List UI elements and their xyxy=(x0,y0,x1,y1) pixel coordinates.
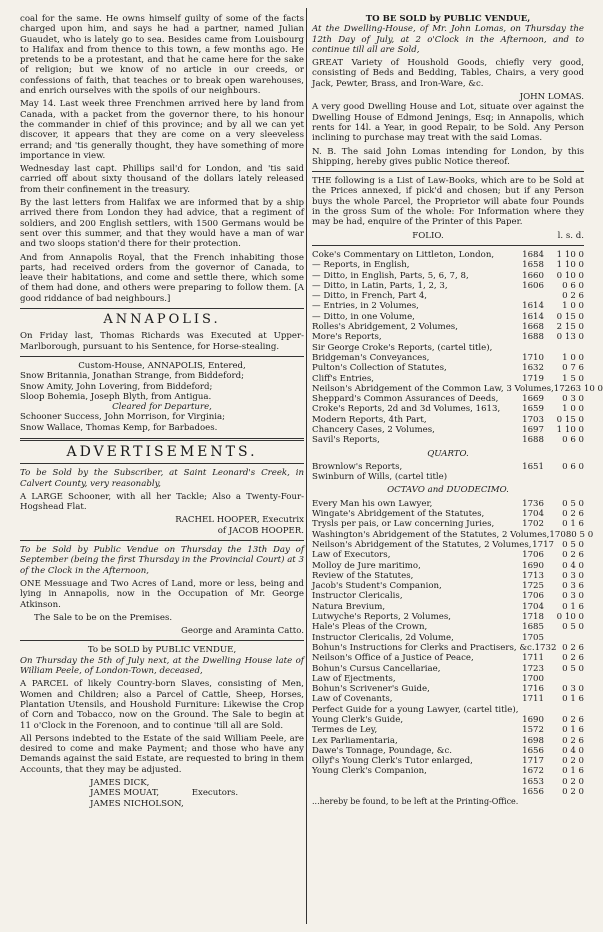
book-title: Rolles's Abridgement, 2 Volumes, xyxy=(312,322,458,333)
ad-intro: To be Sold by the Subscriber, at Saint Leonard's Creek, in Calvert County, very reasonably, xyxy=(20,468,304,489)
book-year: 1700 xyxy=(522,673,544,684)
ad-body: All Persons indebted to the Estate of the said William Peele, are desired to come and make Payment; and those who have any Demands against the said Estate, are requested to bring in them Accounts, that they may be adjusted. xyxy=(20,733,304,775)
book-row xyxy=(312,462,584,472)
executor-name: JAMES MOUAT, xyxy=(90,788,160,799)
book-title: Trysls per pais, or Law concerning Juries, xyxy=(312,519,495,530)
book-price: 2 15 0 xyxy=(556,322,584,333)
book-row xyxy=(312,332,584,342)
book-row xyxy=(312,281,584,291)
book-year: 1718 xyxy=(522,612,544,623)
book-year: 1684 xyxy=(522,249,544,260)
book-price: 1 10 0 xyxy=(556,424,584,435)
book-title: Savil's Reports, xyxy=(312,435,380,446)
book-price: 0 10 0 xyxy=(556,270,584,281)
book-year: 1656 xyxy=(522,787,544,798)
book-row xyxy=(312,612,584,622)
book-title: — Reports, in English, xyxy=(312,260,410,271)
book-year: 1572 xyxy=(522,725,544,736)
book-year: 1690 xyxy=(522,715,544,725)
book-row xyxy=(312,519,584,529)
book-row xyxy=(312,777,584,787)
divider xyxy=(20,540,304,541)
book-year: 1659 xyxy=(522,404,544,415)
news-paragraph: May 14. Last week three Frenchmen arrived here by land from Canada, with a packet from the governor there, to his honour the commander in chief of this province; and by all we can yet discover, it appears that they are come on a very sleeveless errand; and 'tis generally thought, they have something of more importance in view. xyxy=(20,99,304,161)
ad-body: A very good Dwelling House and Lot, situate over against the Dwelling House of Edmond Jenings, Esq; in Annapolis, which rents for 14l. a Year, in good Repair, to be Sold. Any Person inclining to purchase may treat with the said Lomas. xyxy=(312,102,584,144)
book-row xyxy=(312,291,584,301)
divider xyxy=(20,308,304,309)
book-price: 0 4 0 xyxy=(562,560,584,571)
ad-title: TO BE SOLD by PUBLIC VENDUE, xyxy=(365,14,531,24)
book-row xyxy=(312,766,584,776)
ad-signature: JOHN LOMAS. xyxy=(519,92,584,103)
column-divider xyxy=(306,8,307,924)
book-year: 1706 xyxy=(522,591,544,602)
book-title: Termes de Ley, xyxy=(312,725,378,736)
book-title: Law of Executors, xyxy=(312,550,391,561)
book-year: 1706 xyxy=(522,550,544,561)
book-year: 1660 xyxy=(522,270,544,281)
book-year: 1704 xyxy=(522,601,544,612)
book-title: Jacob's Student's Companion, xyxy=(312,581,442,592)
book-price: 1 0 0 xyxy=(562,352,584,363)
book-row xyxy=(312,746,584,756)
book-price: 1 10 0 xyxy=(556,249,584,260)
book-year: 1725 xyxy=(522,581,544,592)
book-row xyxy=(312,561,584,571)
news-paragraph: And from Annapolis Royal, that the French inhabiting those parts, had received orders from the governor of Canada, to leave their habitations, and come and settle there, which some of them had done, and others were preparing to follow them. [A good riddance of bad neighbours.] xyxy=(20,252,304,304)
book-price: 0 3 0 xyxy=(562,591,584,602)
book-year: 1705 xyxy=(522,632,544,643)
executors-label: Executors. xyxy=(191,788,239,799)
book-row xyxy=(312,322,584,332)
news-paragraph: Wednesday last capt. Phillips sail'd for London, and 'tis said carried off about sixty thousand of the dollars lately released from their confinement in the treasury. xyxy=(20,164,304,195)
book-price: 0 1 6 xyxy=(562,519,584,530)
cleared-item: Schooner Success, John Morrison, for Virginia; xyxy=(20,412,226,423)
book-price xyxy=(544,633,584,643)
book-row xyxy=(312,674,584,684)
book-price: 0 5 0 xyxy=(562,498,584,509)
book-year: 1711 xyxy=(522,694,544,705)
quarto-list xyxy=(312,462,584,483)
book-row xyxy=(312,694,584,704)
divider xyxy=(20,356,304,357)
news-paragraph: On Friday last, Thomas Richards was Executed at Upper-Marlborough, pursuant to his Sentence, for Horse-stealing. xyxy=(20,331,304,352)
book-year: 1651 xyxy=(522,461,544,472)
book-row xyxy=(312,312,584,322)
book-price: 0 2 6 xyxy=(562,735,584,746)
book-row xyxy=(312,363,584,373)
book-row xyxy=(312,705,584,715)
book-row xyxy=(312,301,584,311)
divider xyxy=(312,171,584,172)
book-row xyxy=(312,540,584,550)
ad-signature: George and Araminta Catto. xyxy=(181,626,304,637)
book-price: 0 2 6 xyxy=(562,642,584,653)
book-price: 0 2 6 xyxy=(562,715,584,725)
book-row xyxy=(312,394,584,404)
book-title: Modern Reports, 4th Part, xyxy=(312,414,427,425)
ad-signature: of JACOB HOOPER. xyxy=(217,525,304,536)
book-row xyxy=(312,509,584,519)
book-row xyxy=(312,633,584,643)
book-year: 1719 xyxy=(522,373,544,384)
news-paragraph: By the last letters from Halifax we are informed that by a ship arrived there from London they had advice, that a regiment of soldiers, and 200 English settlers, with 1500 Germans would be sent over this summer, and that they would have a man of war and two sloops station'd there for their protection. xyxy=(20,198,304,250)
section-label: FOLIO. xyxy=(412,230,444,241)
book-title: Law of Covenants, xyxy=(312,694,393,705)
book-price: 0 6 0 xyxy=(562,280,584,291)
ad-body: The Sale to be on the Premises. xyxy=(34,612,173,623)
book-year: 1703 xyxy=(522,414,544,425)
book-title xyxy=(312,777,514,787)
divider xyxy=(312,245,584,246)
book-year: 1688 xyxy=(522,435,544,446)
book-title: — Ditto, in one Volume, xyxy=(312,311,415,322)
book-year xyxy=(514,291,544,301)
book-title: Bohun's Cursus Cancellariae, xyxy=(312,663,441,674)
book-row xyxy=(312,499,584,509)
book-title: Molloy de Jure maritimo, xyxy=(312,560,421,571)
cleared-title: Cleared for Departure, xyxy=(112,402,212,413)
book-price: 0 2 6 xyxy=(562,550,584,561)
book-year: 1688 xyxy=(522,332,544,343)
book-price: 0 2 6 xyxy=(562,653,584,664)
book-title: Perfect Guide for a young Lawyer, (cartel title), xyxy=(312,704,519,715)
book-row xyxy=(312,643,584,653)
book-price: 1 5 0 xyxy=(562,373,584,384)
book-price: 0 6 0 xyxy=(562,435,584,446)
book-price: 0 2 0 xyxy=(562,756,584,767)
book-row xyxy=(312,550,584,560)
book-price: 0 3 0 xyxy=(562,570,584,581)
book-row xyxy=(312,736,584,746)
book-year: 1658 xyxy=(522,260,544,271)
book-year: 1697 xyxy=(522,424,544,435)
ad-title: To be SOLD by PUBLIC VENDUE, xyxy=(87,645,237,656)
book-row xyxy=(312,374,584,384)
book-price: 0 2 6 xyxy=(562,291,584,302)
book-year: 1723 xyxy=(522,663,544,674)
book-title: Hale's Pleas of the Crown, xyxy=(312,622,428,633)
book-year: 1614 xyxy=(522,301,544,312)
ad-body: A LARGE Schooner, with all her Tackle; Also a Twenty-Four-Hogshead Flat. xyxy=(20,491,304,513)
book-year: 1717 xyxy=(532,539,555,550)
book-year: 1708 xyxy=(549,529,572,540)
book-year: 1736 xyxy=(522,498,544,509)
book-price: 0 15 0 xyxy=(556,311,584,322)
books-intro: THE following is a List of Law-Books, which are to be Sold at the Prices annexed, if pick'd and chosen; but if any Person buys the whole Parcel, the Proprietor will abate four Pounds in the gross Sum of the whole: For Information where they may be had, enquire of the Printer of this Paper. xyxy=(312,176,584,228)
book-row xyxy=(312,715,584,725)
book-title: Bohun's Scrivener's Guide, xyxy=(312,684,430,695)
book-row xyxy=(312,271,584,281)
book-price: 0 1 6 xyxy=(562,725,584,736)
book-price: 0 10 0 xyxy=(556,612,584,623)
book-title: Sir George Croke's Reports, (cartel title), xyxy=(312,342,493,353)
book-row xyxy=(312,725,584,735)
book-price: 0 5 0 xyxy=(562,539,584,550)
entered-item: Sloop Bohemia, Joseph Blyth, from Antigua. xyxy=(20,391,212,402)
entered-item: Snow Britannia, Jonathan Strange, from Biddeford; xyxy=(20,371,245,382)
customs-title: Custom-House, ANNAPOLIS, Entered, xyxy=(78,360,246,371)
book-title: Young Clerk's Guide, xyxy=(312,715,404,725)
ad-intro: To be Sold by Public Vendue on Thursday the 13th Day of September (being the first Thursday in the Provincial Court) at 3 of the Clock in the Afternoon, xyxy=(20,545,304,576)
ad-intro: On Thursday the 5th of July next, at the Dwelling House late of William Peele, of London-Town, deceased, xyxy=(20,655,304,677)
book-year: 1698 xyxy=(522,735,544,746)
book-title: — Entries, in 2 Volumes, xyxy=(312,301,419,312)
entered-item: Snow Amity, John Lovering, from Biddeford; xyxy=(20,381,213,392)
book-year: 1710 xyxy=(522,352,544,363)
section-label: QUARTO. xyxy=(427,448,469,459)
book-title xyxy=(312,787,514,797)
book-title: Sheppard's Common Assurances of Deeds, xyxy=(312,394,499,405)
book-price: 0 15 0 xyxy=(556,414,584,425)
book-price: 0 1 6 xyxy=(562,694,584,705)
book-row xyxy=(312,250,584,260)
book-title: Ollyf's Young Clerk's Tutor enlarged, xyxy=(312,756,473,767)
right-column xyxy=(312,14,603,808)
book-title: Review of the Statutes, xyxy=(312,570,414,581)
book-year: 1606 xyxy=(522,280,544,291)
book-row xyxy=(312,653,584,663)
book-row xyxy=(312,404,584,414)
book-price: 1 0 0 xyxy=(562,301,584,312)
book-title: Natura Brevium, xyxy=(312,601,386,612)
book-row xyxy=(312,664,584,674)
book-row xyxy=(312,425,584,435)
book-price: 0 2 6 xyxy=(562,509,584,520)
book-price: 0 1 6 xyxy=(562,766,584,777)
book-year: 1716 xyxy=(522,684,544,695)
ad-intro: At the Dwelling-House, of Mr. John Lomas, on Thursday the 12th Day of July, at 2 o'Clock in the Afternoon, and to continue till all are Sold, xyxy=(312,24,584,55)
book-year: 1713 xyxy=(522,570,544,581)
footer-note: ...hereby be found, to be left at the Printing-Office. xyxy=(312,797,519,807)
ad-body: GREAT Variety of Houshold Goods, chiefly very good, consisting of Beds and Bedding, Tables, Chairs, a very good Jack, Pewter, Brass, and Iron-Ware, &c. xyxy=(312,58,584,89)
book-row xyxy=(312,591,584,601)
book-title: Dawe's Tonnage, Poundage, &c. xyxy=(312,745,452,756)
book-row xyxy=(312,581,584,591)
book-title: Neilson's Abridgement of the Common Law, 3 Volumes, xyxy=(312,383,554,394)
book-year: 1632 xyxy=(522,363,544,374)
folio-header xyxy=(312,231,584,241)
book-title: — Ditto, in English, Parts, 5, 6, 7, 8, xyxy=(312,270,469,281)
executors-block xyxy=(20,778,304,809)
book-price xyxy=(544,343,584,353)
book-row xyxy=(312,343,584,353)
book-year: 1704 xyxy=(522,509,544,520)
book-title: Pulton's Collection of Statutes, xyxy=(312,363,447,374)
ad-body: N. B. The said John Lomas intending for London, by this Shipping, hereby gives public Notice thereof. xyxy=(312,146,584,167)
book-title: Bridgeman's Conveyances, xyxy=(312,352,430,363)
book-row xyxy=(312,260,584,270)
book-year: 1653 xyxy=(522,776,544,787)
book-year: 1711 xyxy=(522,653,544,664)
book-title: Instructor Clericalis, xyxy=(312,591,403,602)
book-price: 0 6 0 xyxy=(562,461,584,472)
book-title: Croke's Reports, 2d and 3d Volumes, 1613, xyxy=(312,404,501,415)
book-title: Every Man his own Lawyer, xyxy=(312,498,433,509)
book-price xyxy=(547,705,584,715)
book-year xyxy=(518,705,546,715)
book-title: — Ditto, in French, Part 4, xyxy=(312,291,428,302)
book-title: Swinburn of Wills, (cartel title) xyxy=(312,472,448,483)
book-price: 3 10 0 xyxy=(575,383,603,394)
divider xyxy=(20,463,304,464)
book-row xyxy=(312,622,584,632)
book-title: Young Clerk's Companion, xyxy=(312,766,427,777)
executor-names xyxy=(90,778,184,809)
book-row xyxy=(312,602,584,612)
cleared-list xyxy=(20,412,304,433)
cleared-item: Snow Wallace, Thomas Kemp, for Barbadoes. xyxy=(20,422,218,433)
book-year: 1726 xyxy=(553,383,576,394)
annapolis-heading: ANNAPOLIS. xyxy=(103,312,221,328)
executor-name: JAMES NICHOLSON, xyxy=(90,798,184,809)
book-title: Neilson's Abridgement of the Statutes, 2 Volumes, xyxy=(312,539,532,550)
book-year: 1669 xyxy=(522,394,544,405)
octavo-list xyxy=(312,498,594,798)
ad-signature: RACHEL HOOPER, Executrix xyxy=(175,515,304,526)
ad-body: A PARCEL of likely Country-born Slaves, consisting of Men, Women and Children; also a Parcel of Cattle, Sheep, Horses, Plantation Utensils, and Houshold Furniture: Likewise the Crop of Corn and Tobacco, now on the Ground. The Sale to begin at 11 o'Clock in the Forenoon, and to continue 'till all are Sold. xyxy=(20,679,304,731)
book-price: 0 1 6 xyxy=(562,601,584,612)
book-title: Wingate's Abridgement of the Statutes, xyxy=(312,509,485,520)
book-price: 0 3 6 xyxy=(562,581,584,592)
book-year: 1717 xyxy=(522,756,544,767)
divider xyxy=(20,438,304,441)
book-title: Lutwyche's Reports, 2 Volumes, xyxy=(312,612,451,623)
book-title: Law of Ejectments, xyxy=(312,673,396,684)
book-price: 0 2 0 xyxy=(562,787,584,798)
book-year: 1685 xyxy=(522,622,544,633)
section-label: OCTAVO and DUODECIMO. xyxy=(387,485,509,496)
book-year: 1614 xyxy=(522,311,544,322)
book-title: Neilson's Office of a Justice of Peace, xyxy=(312,653,474,664)
book-row xyxy=(312,684,584,694)
book-title: Lex Parliamentaria, xyxy=(312,735,398,746)
book-price xyxy=(544,674,584,684)
book-price: 0 4 0 xyxy=(562,745,584,756)
book-year: 1732 xyxy=(534,642,557,653)
book-title: Bohun's Instructions for Clerks and Practisers, &c. xyxy=(312,642,535,653)
book-title: Instructor Clericalis, 2d Volume, xyxy=(312,632,454,643)
book-title: Brownlow's Reports, xyxy=(312,461,403,472)
book-year: 1668 xyxy=(522,322,544,333)
book-row xyxy=(312,383,603,394)
book-row xyxy=(312,353,584,363)
book-row xyxy=(312,472,584,482)
book-year xyxy=(514,343,544,353)
book-row xyxy=(312,571,584,581)
book-price: 1 10 0 xyxy=(556,260,584,271)
book-title: Cliff's Entries, xyxy=(312,373,375,384)
book-price: 0 5 0 xyxy=(562,663,584,674)
book-row xyxy=(312,756,584,766)
book-price: 0 3 0 xyxy=(562,394,584,405)
divider xyxy=(20,640,304,641)
book-row xyxy=(312,435,584,445)
left-column xyxy=(20,14,304,809)
book-price: 0 13 0 xyxy=(556,332,584,343)
book-year xyxy=(514,472,544,482)
book-title: Washington's Abridgement of the Statutes, 2 Volumes, xyxy=(312,529,550,540)
book-row xyxy=(312,415,584,425)
advertisements-heading: ADVERTISEMENTS. xyxy=(66,443,258,460)
book-year: 1690 xyxy=(522,560,544,571)
book-price: 0 5 0 xyxy=(562,622,584,633)
book-year: 1656 xyxy=(522,745,544,756)
book-price: 0 5 0 xyxy=(571,529,594,540)
book-row xyxy=(312,529,594,540)
book-price: 0 7 6 xyxy=(562,363,584,374)
book-title: — Ditto, in Latin, Parts, 1, 2, 3, xyxy=(312,280,448,291)
book-price: 0 2 0 xyxy=(562,776,584,787)
book-price: 1 0 0 xyxy=(562,404,584,415)
book-price xyxy=(544,472,584,482)
book-title: Coke's Commentary on Littleton, London, xyxy=(312,249,495,260)
book-title: More's Reports, xyxy=(312,332,382,343)
currency-header: l. s. d. xyxy=(557,230,584,241)
book-year: 1672 xyxy=(522,766,544,777)
folio-list xyxy=(312,249,603,446)
book-price: 0 3 0 xyxy=(562,684,584,695)
book-row xyxy=(312,787,584,797)
entered-list xyxy=(20,371,304,402)
news-paragraph: coal for the same. He owns himself guilty of some of the facts charged upon him, and says he had a partner, named Julian Guaudet, who is lately go to sea. Besides came from Louisbourg to Halifax and from thence to this town, a few months ago. He pretends to be a protestant, and that he came here for the sake of religion; but we know of no article in our creeds, or confessions of faith, that teaches or to break open warehouses, and enrich ourselves with the spoils of our neighbours. xyxy=(20,14,304,97)
executor-name: JAMES DICK, xyxy=(90,778,150,788)
book-year: 1702 xyxy=(522,519,544,530)
ad-body: ONE Messuage and Two Acres of Land, more or less, being and lying in Annapolis, now in the Occupation of Mr. George Atkinson. xyxy=(20,578,304,610)
book-title: Chancery Cases, 2 Volumes, xyxy=(312,424,435,435)
